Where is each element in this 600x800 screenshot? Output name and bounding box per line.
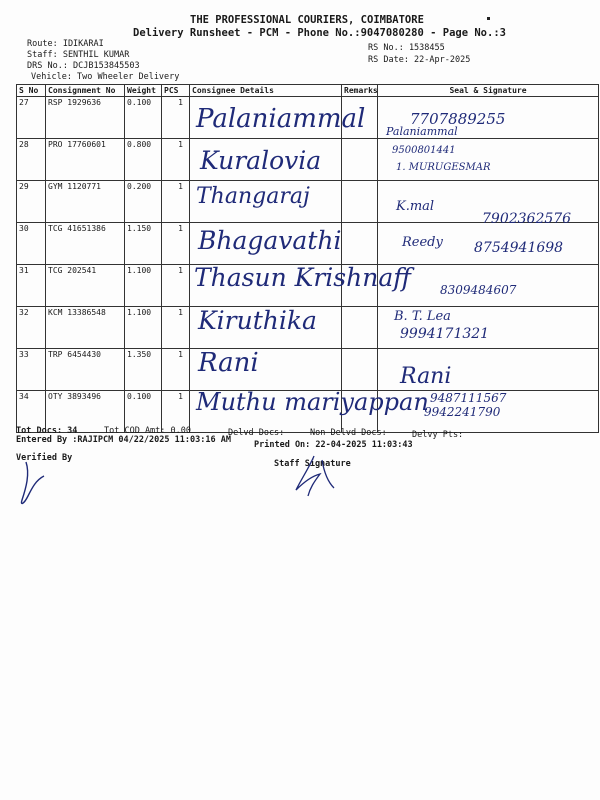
consignment-no: KCM 13386548	[46, 307, 125, 349]
printed-on: Printed On: 22-04-2025 11:03:43	[254, 440, 413, 450]
col-weight: Weight	[125, 85, 162, 97]
tot-docs: Tot Docs: 34	[16, 426, 78, 436]
handwritten-consignee: Thangaraj	[196, 184, 310, 209]
col-consignment: Consignment No	[46, 85, 125, 97]
handwritten-phone: 9500801441	[392, 145, 456, 156]
drs-label: DRS No.: DCJB153845503	[27, 61, 140, 71]
consignment-no: GYM 1120771	[46, 181, 125, 223]
handwritten-signature: B. T. Lea	[394, 309, 451, 324]
runsheet-table	[16, 84, 599, 433]
consignment-no: TRP 6454430	[46, 349, 125, 391]
pcs: 1	[162, 265, 190, 307]
rs-date-label: RS Date: 22-Apr-2025	[368, 55, 471, 65]
table-row	[17, 349, 599, 391]
sno: 28	[17, 139, 46, 181]
handwritten-phone: 7707889255	[410, 110, 506, 128]
runsheet-subtitle: Delivery Runsheet - PCM - Phone No.:9047080280 - Page No.:3	[133, 27, 506, 39]
col-consignee: Consignee Details	[190, 85, 342, 97]
weight: 0.100	[125, 391, 162, 433]
sno: 34	[17, 391, 46, 433]
handwritten-phone: 9994171321	[400, 326, 490, 342]
handwritten-phone: 8754941698	[474, 240, 564, 256]
pcs: 1	[162, 223, 190, 265]
sno: 33	[17, 349, 46, 391]
col-remarks: Remarks	[342, 85, 378, 97]
sno: 30	[17, 223, 46, 265]
tot-cod-amt: Tot COD Amt: 0.00	[104, 426, 191, 436]
scan-dot	[487, 17, 490, 20]
weight: 1.150	[125, 223, 162, 265]
handwritten-consignee: Thasun Krishnaff	[194, 263, 411, 292]
weight: 0.800	[125, 139, 162, 181]
delvy-pts: Delvy Pts:	[412, 430, 464, 440]
handwritten-consignee: Kuralovia	[200, 146, 322, 175]
delvd-docs: Delvd Docs:	[228, 428, 285, 438]
col-signature: Seal & Signature	[378, 85, 599, 97]
handwritten-consignee: Kiruthika	[198, 306, 317, 335]
consignment-no: RSP 1929636	[46, 97, 125, 139]
pcs: 1	[162, 307, 190, 349]
non-delvd-docs: Non Delvd Docs:	[310, 428, 387, 438]
company-title: THE PROFESSIONAL COURIERS, COIMBATORE	[190, 14, 424, 26]
remarks-cell	[342, 139, 378, 181]
pcs: 1	[162, 139, 190, 181]
pcs: 1	[162, 349, 190, 391]
staff-signature-label: Staff Signature	[274, 459, 351, 469]
weight: 1.100	[125, 265, 162, 307]
weight: 1.350	[125, 349, 162, 391]
handwritten-phone: 7902362576	[482, 211, 572, 227]
remarks-cell	[342, 307, 378, 349]
pcs: 1	[162, 181, 190, 223]
vehicle-label: Vehicle: Two Wheeler Delivery	[31, 72, 180, 82]
handwritten-signature: 1. MURUGESMAR	[396, 162, 491, 173]
weight: 1.100	[125, 307, 162, 349]
handwritten-consignee: Bhagavathi	[198, 226, 342, 255]
pcs: 1	[162, 391, 190, 433]
remarks-cell	[342, 349, 378, 391]
weight: 0.200	[125, 181, 162, 223]
handwritten-consignee: Rani	[198, 348, 259, 378]
remarks-cell	[342, 223, 378, 265]
sno: 27	[17, 97, 46, 139]
consignment-no: OTY 3893496	[46, 391, 125, 433]
pcs: 1	[162, 97, 190, 139]
sno: 29	[17, 181, 46, 223]
verified-by-label: Verified By	[16, 453, 73, 463]
rs-no-label: RS No.: 1538455	[368, 43, 445, 53]
handwritten-signature: Palaniammal	[386, 125, 458, 138]
col-pcs: PCS	[162, 85, 190, 97]
weight: 0.100	[125, 97, 162, 139]
handwritten-signature: K.mal	[396, 199, 435, 214]
handwritten-signature: 9487111567	[430, 391, 507, 405]
handwritten-phone: 9942241790	[424, 405, 501, 419]
entered-by: Entered By :RAJIPCM 04/22/2025 11:03:16 AM	[16, 435, 231, 445]
handwritten-signature: Reedy	[402, 235, 443, 250]
staff-label: Staff: SENTHIL KUMAR	[27, 50, 130, 60]
handwritten-consignee: Palaniammal	[196, 104, 366, 134]
consignment-no: TCG 41651386	[46, 223, 125, 265]
consignment-no: PRO 17760601	[46, 139, 125, 181]
sno: 31	[17, 265, 46, 307]
handwritten-phone: 8309484607	[440, 283, 517, 297]
consignment-no: TCG 202541	[46, 265, 125, 307]
verifier-signature-mark	[14, 456, 54, 516]
table-header-row	[17, 85, 599, 97]
sno: 32	[17, 307, 46, 349]
handwritten-signature: Rani	[400, 364, 452, 389]
handwritten-consignee: Muthu mariyappan	[196, 388, 429, 416]
col-sno: S No	[17, 85, 46, 97]
route-label: Route: IDIKARAI	[27, 39, 104, 49]
remarks-cell	[342, 181, 378, 223]
staff-signature-mark	[284, 452, 344, 502]
